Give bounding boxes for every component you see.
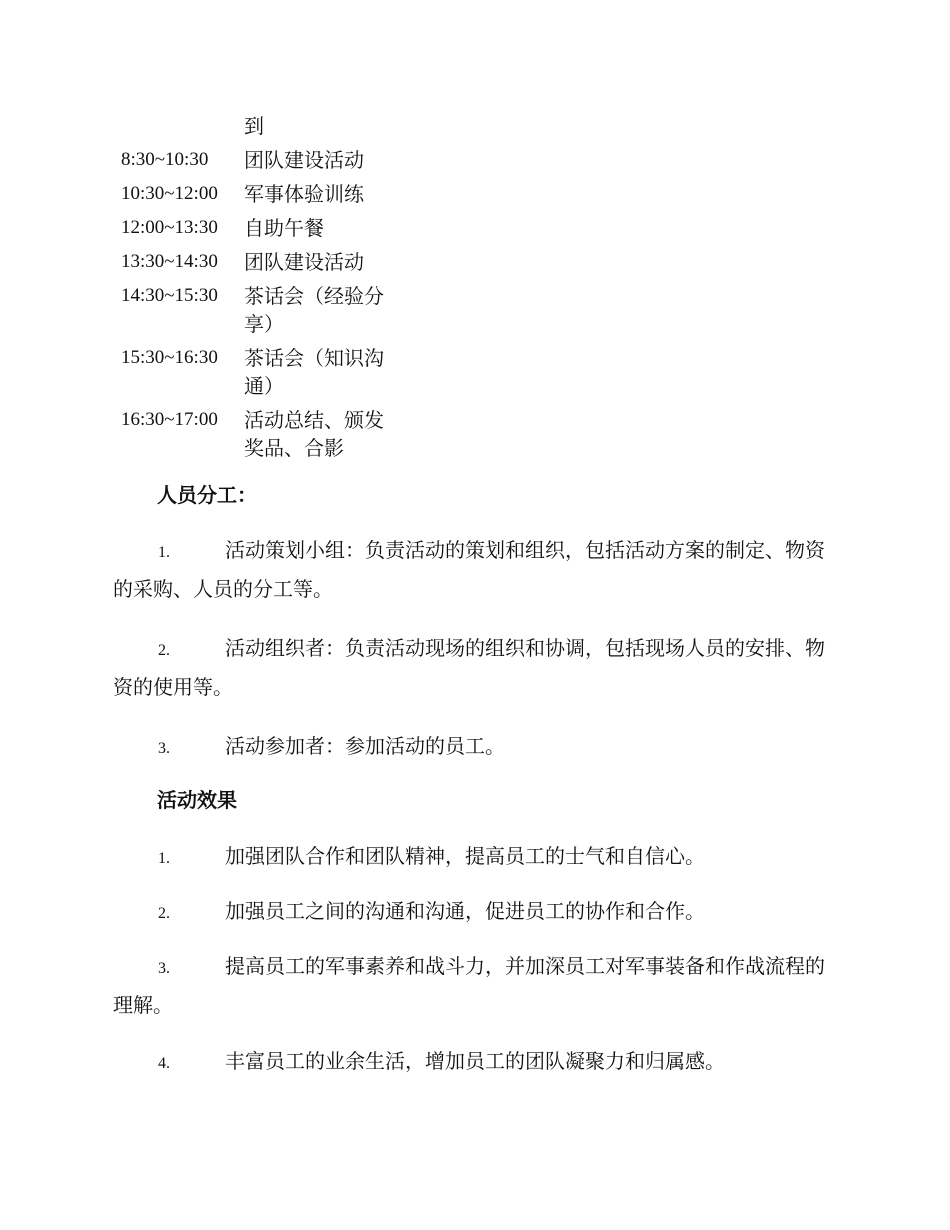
schedule-time: 15:30~16:30: [121, 347, 218, 368]
schedule-row: [113, 344, 413, 400]
item-number: 2.: [158, 642, 170, 659]
schedule-table: [113, 112, 413, 462]
schedule-activity: 军事体验训练: [244, 182, 364, 206]
effects-item: [113, 893, 838, 932]
effects-item: [113, 1043, 838, 1082]
schedule-activity: 活动总结、颁发奖品、合影: [244, 408, 384, 460]
schedule-activity: 自助午餐: [244, 216, 324, 240]
effects-heading: 活动效果: [157, 788, 237, 812]
staffing-item: [113, 532, 838, 607]
effects-item: [113, 948, 838, 1023]
item-number: 2.: [158, 905, 170, 922]
staffing-item: [113, 630, 838, 705]
schedule-time: 12:00~13:30: [121, 217, 218, 238]
schedule-activity: 到: [244, 114, 264, 138]
schedule-row: [113, 282, 413, 338]
schedule-time: 10:30~12:00: [121, 183, 218, 204]
item-number: 1.: [158, 850, 170, 867]
schedule-row: [113, 112, 413, 140]
item-text: 加强员工之间的沟通和沟通，促进员工的协作和合作。: [225, 899, 705, 923]
schedule-row: [113, 180, 413, 208]
schedule-time: 16:30~17:00: [121, 409, 218, 430]
schedule-time: 14:30~15:30: [121, 285, 218, 306]
schedule-activity: 茶话会（知识沟通）: [244, 346, 384, 398]
item-number: 4.: [158, 1055, 170, 1072]
schedule-time: 8:30~10:30: [121, 149, 209, 170]
item-number: 1.: [158, 544, 170, 561]
item-text: 活动组织者：负责活动现场的组织和协调，包括现场人员的安排、物资的使用等。: [113, 636, 825, 699]
schedule-activity: 团队建设活动: [244, 148, 364, 172]
item-text: 丰富员工的业余生活，增加员工的团队凝聚力和归属感。: [225, 1049, 725, 1073]
effects-item: [113, 838, 838, 877]
staffing-item: [113, 728, 838, 767]
item-text: 活动参加者：参加活动的员工。: [225, 734, 505, 758]
item-text: 提高员工的军事素养和战斗力，并加深员工对军事装备和作战流程的理解。: [113, 954, 825, 1017]
item-text: 活动策划小组：负责活动的策划和组织，包括活动方案的制定、物资的采购、人员的分工等。: [113, 538, 825, 601]
schedule-activity: 茶话会（经验分享）: [244, 284, 384, 336]
schedule-row: [113, 146, 413, 174]
schedule-row: [113, 248, 413, 276]
schedule-activity: 团队建设活动: [244, 250, 364, 274]
schedule-row: [113, 406, 413, 462]
schedule-time: 13:30~14:30: [121, 251, 218, 272]
item-number: 3.: [158, 960, 170, 977]
schedule-row: [113, 214, 413, 242]
staffing-heading: 人员分工：: [157, 483, 257, 507]
item-number: 3.: [158, 740, 170, 757]
item-text: 加强团队合作和团队精神，提高员工的士气和自信心。: [225, 844, 705, 868]
